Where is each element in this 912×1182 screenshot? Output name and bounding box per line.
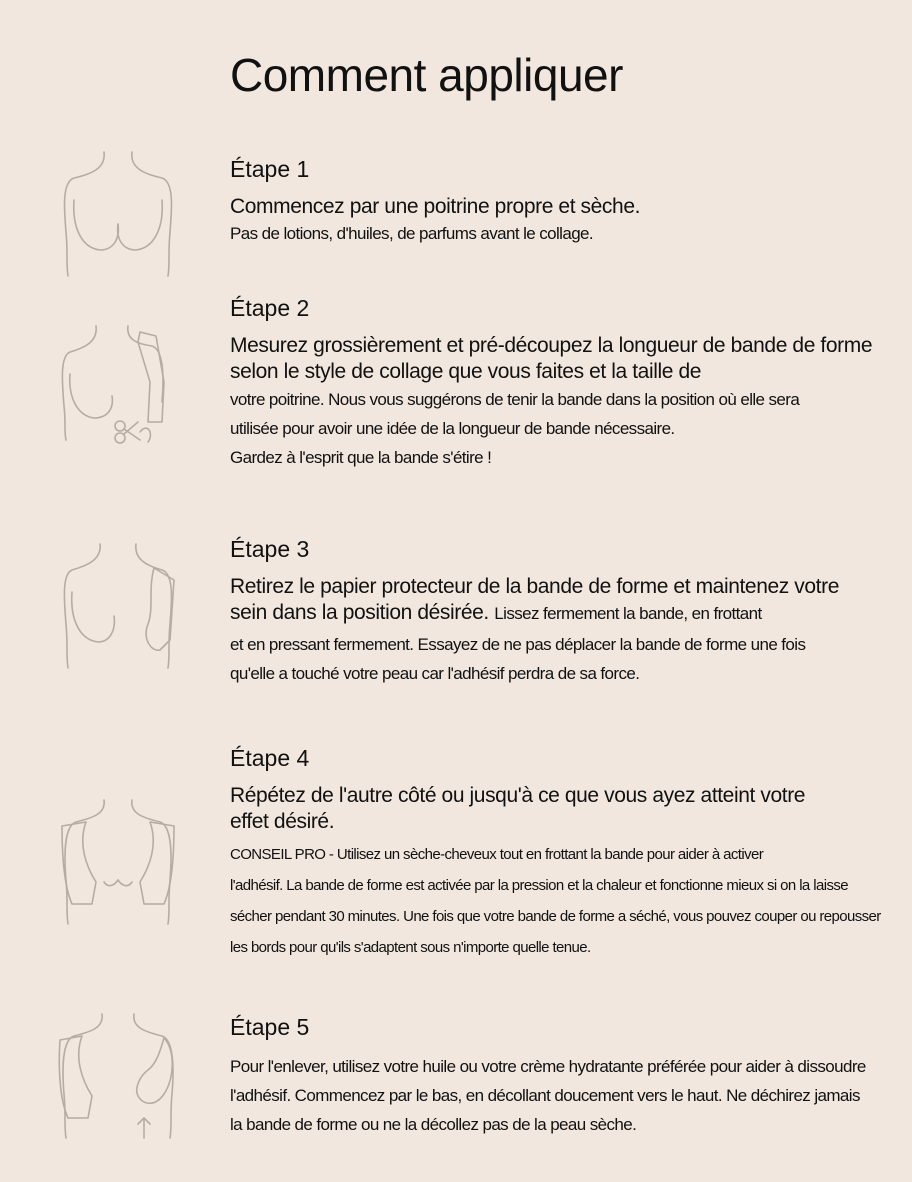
peel-upward-icon <box>52 1010 184 1142</box>
lead-tail: Lissez fermement la bande, en frottant <box>494 604 762 623</box>
body-line: sécher pendant 30 minutes. Une fois que votre bande de forme a séché, vous pouvez couper ou repousser <box>230 908 881 925</box>
body-line: qu'elle a touché votre peau car l'adhésif perdra de sa force. <box>230 664 640 683</box>
step-2 <box>230 293 900 472</box>
lead-line-with-tail <box>230 600 900 627</box>
body-line: et en pressant fermement. Essayez de ne pas déplacer la bande de forme une fois <box>230 635 806 654</box>
step-body <box>230 385 900 472</box>
tape-applied-icon <box>52 540 184 672</box>
page-title: Comment appliquer <box>230 49 623 101</box>
lead-line: sein dans la position désirée. <box>230 601 489 624</box>
body-line: utilisée pour avoir une idée de la longueur de bande nécessaire. <box>230 419 675 438</box>
body-line: la bande de forme ou ne la décollez pas de la peau sèche. <box>230 1115 637 1134</box>
step-lead <box>230 783 900 835</box>
scissors-tape-icon <box>52 322 184 454</box>
step-title: Étape 4 <box>230 745 310 771</box>
step-body <box>230 839 900 963</box>
step-title: Étape 2 <box>230 295 310 321</box>
breasts-outline-icon <box>52 148 184 280</box>
step-lead <box>230 333 900 385</box>
step-1 <box>230 154 900 248</box>
body-line: l'adhésif. Commencez par le bas, en décollant doucement vers le haut. Ne déchirez jamais <box>230 1086 860 1105</box>
step-body <box>230 1052 900 1139</box>
step-title: Étape 5 <box>230 1014 310 1040</box>
lead-line: selon le style de collage que vous faites et la taille de <box>230 360 702 383</box>
lead-line: Mesurez grossièrement et pré-découpez la longueur de bande de forme <box>230 334 873 357</box>
body-line: les bords pour qu'ils s'adaptent sous n'importe quelle tenue. <box>230 939 591 956</box>
body-line: Pour l'enlever, utilisez votre huile ou votre crème hydratante préférée pour aider à dissoudre <box>230 1057 866 1076</box>
step-body <box>230 219 900 248</box>
lead-line: effet désiré. <box>230 810 335 833</box>
step-title: Étape 3 <box>230 536 310 562</box>
step-3 <box>230 534 900 688</box>
body-line: Gardez à l'esprit que la bande s'étire ! <box>230 448 492 467</box>
body-line: votre poitrine. Nous vous suggérons de tenir la bande dans la position où elle sera <box>230 390 800 409</box>
step-body <box>230 630 900 688</box>
step-title: Étape 1 <box>230 156 310 182</box>
body-line: CONSEIL PRO - Utilisez un sèche-cheveux tout en frottant la bande pour aider à activer <box>230 846 764 863</box>
step-5 <box>230 1012 900 1139</box>
lead-line: Retirez le papier protecteur de la bande de forme et maintenez votre <box>230 575 839 598</box>
body-line: l'adhésif. La bande de forme est activée par la pression et la chaleur et fonctionne mieux si on la laisse <box>230 877 848 894</box>
step-lead <box>230 574 900 627</box>
lead-line: Commencez par une poitrine propre et sèche. <box>230 195 641 218</box>
both-sides-taped-icon <box>52 796 184 928</box>
step-lead <box>230 194 900 220</box>
body-line: Pas de lotions, d'huiles, de parfums avant le collage. <box>230 224 594 243</box>
lead-line: Répétez de l'autre côté ou jusqu'à ce que vous ayez atteint votre <box>230 784 806 807</box>
step-4 <box>230 743 900 963</box>
